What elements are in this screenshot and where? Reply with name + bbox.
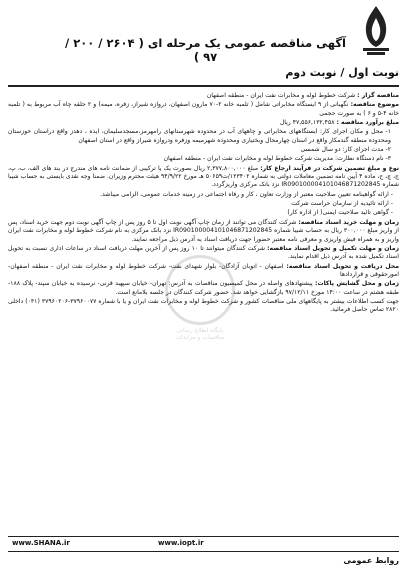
sub-item-supervisor: ۳- نام دستگاه نظارت: مدیریت شرکت خطوط لوله و مخابرات نفت ایران - منطقه اصفهان (163, 155, 391, 163)
public-relations-signature: روابط عمومی (343, 556, 399, 565)
notice-body (8, 92, 399, 316)
oil-flame-logo-icon (353, 4, 399, 58)
doc-requirement-1: - ارائه گواهینامه تعیین صلاحیت معتبر از وزارت تعاون ، کار و رفاه اجتماعی در زمینه خدمات عمومی، الزامی میباشد. (100, 190, 393, 198)
item-subject: موضوع مناقصه: نگهبانی از ۹ ایستگاه مخابراتی شامل ( تلمبه خانه ۲-۷۰ مارون اصفهان، دروازه شیراز، زفره، میمه) و ۲ حلقه چاه آب مربوط به ( تلمبه خانه ۴-۵ و ۶ ) به صورت حجمی (8, 101, 399, 117)
website-link[interactable]: www.iopt.ir (158, 539, 204, 547)
notice-title: آگهی مناقصه عمومی یک مرحله ای ( ۲۶۰۴ / ۲۰۰ / ۹۷ ) (64, 36, 347, 64)
purchase-deadline-paragraph: زمان و مهلت خرید اسناد مناقصه: شرکت کنندگان می توانند از زمان چاپ آگهی نوبت اول تا ۵ روز پس از چاپ آگهی نوبت دوم جهت خرید اسناد، پس از واریز مبلغ ۳۰۰,۰۰۰ ریال به حساب شیبا شماره IR090100004101046871202845 نزد بانک مرکزی به نام شرکت خطوط لوله و مخابرات نفت ایران واریز و به همراه فیش واریزی و معرفی نامه معتبر حضورا جهت دریافت اسناد به آدرس ذیل مراجعه نمایند. (8, 218, 399, 243)
sub-item-location: ۱- محل و مکان اجرای کار: ایستگاههای مخابراتی و چاههای آب در محدوده شهرستانهای رامهرمز،مسجدسلیمان، ایذه ، دهدز واقع دراستان خوزستان ومحدوده منطقه گندمکار واقع در استان چهارمحال وبختیاری ومحدوده شهرمیمه وزفره ودروازه شیراز واقع در استان اصفهان (8, 128, 391, 144)
top-divider (8, 85, 399, 87)
doc-requirement-2: - ارائه تائیدیه از سازمان حراست شرکت (291, 200, 393, 208)
contact-paragraph: جهت کسب اطلاعات بیشتر به پایگاههای ملی مناقصات کشور و شرکت خطوط لوله و مخابرات نفت ایران و یا با شماره ۳۷۹۶۰۰۷۷-۳۷۹۶۰۲۰۶ (۰۳۱) داخلی ۲۸۲۰ تماس حاصل فرمائید. (8, 297, 399, 314)
sub-item-duration: ۲- مدت اجرای کار: دو سال شمسی (300, 146, 391, 154)
watermark-line-1: پایگاه اطلاع رسانی (176, 327, 224, 334)
item-tenderer: مناقصه گزار : شرکت خطوط لوله و مخابرات نفت ایران - منطقه اصفهان (206, 92, 399, 99)
delivery-location-paragraph: محل دریافت و تحویل اسناد مناقصه: اصفهان - اتوبان آزادگان- بلوار شهدای نفت- شرکت خطوط لوله و مخابرات نفت ایران - منطقه اصفهان- امورحقوقی و قراردادها (8, 262, 399, 278)
item-estimate: مبلغ برآورد مناقصه : ۴۷,۵۵۶,۱۳۲,۴۵۸ ریال (279, 119, 399, 127)
footer-bar (8, 536, 399, 552)
submission-deadline-paragraph: زمان و مهلت تکمیل و تحویل اسناد مناقصه: شرکت کنندگان میتوانند تا ۱۰ روز پس از آخرین مهلت دریافت اسناد در ساعات اداری نسبت به تحویل اسناد تکمیل شده به آدرس ذیل اقدام نمایند. (8, 244, 399, 261)
edition-label: نوبت اول / نوبت دوم (285, 66, 399, 79)
doc-requirement-3: - گواهی تائید صلاحیت ایمنی( از اداره کار) (287, 209, 393, 217)
guarantee-paragraph: نوع و مبلغ تضمین شرکت در فرآیند ارجاع کار: مبلغ ۲,۳۷۷,۸۰۰,۰۰۰ ریال بصورت یک یا ترکیبی از ضمانت نامه های مندرج در بند های الف، ب، پ، ج، چ، ح، ماده ۴ آیین نامه تضمین معاملات دولتی به شماره ۱۲۳۴۰۲/ت۵۰۶۵۹ هـ مورخ ۹۴/۹/۲۲ هیئت محترم وزیران. ضمنا وجه نقدی بایستی به حساب شیبا شماره IR090100004101046871202845 نزد بانک مرکزی واریزگردد. (8, 164, 399, 189)
shana-link[interactable]: www.SHANA.ir (12, 539, 70, 547)
opening-paragraph: زمان و محل گشایش پاکات: پیشنهادهای واصله در محل کمیسیون مناقصات به آدرس: تهران- خیابان سپهبد قرنی- نرسیده به خیابان سپند- پلاک ۱۸۸- طبقه هشتم در ساعت ۱۴:۰۰ مورخ ۹۷/۱۲/۱۱ بازگشایی خواهد شد. حضور شرکت کنندگان در جلسه بلامانع است. (8, 280, 399, 296)
watermark-line-2: مناقصات و مزایدات (175, 334, 225, 341)
